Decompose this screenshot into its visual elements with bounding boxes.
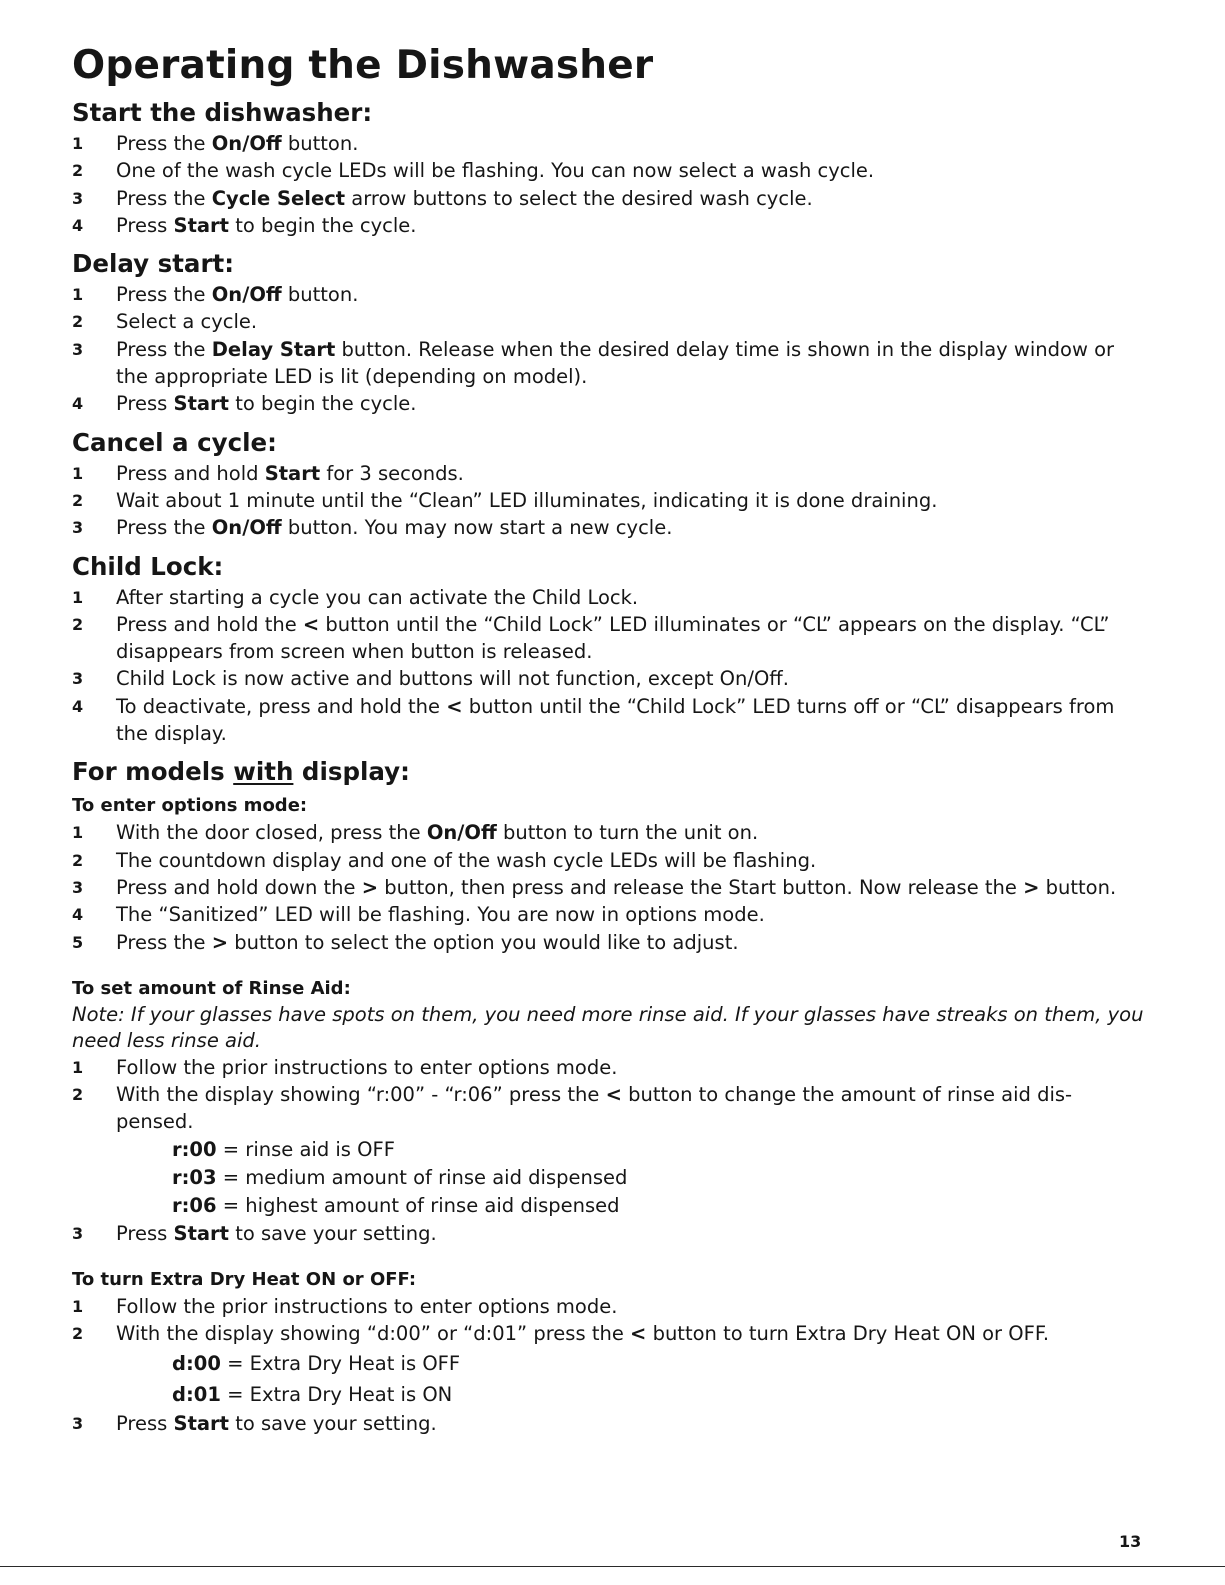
step-list xyxy=(72,1410,1152,1437)
step: 3 Child Lock is now active and buttons will not function, except On/Off. xyxy=(72,665,1152,692)
manual-page xyxy=(72,40,1152,1437)
less-than-symbol: < xyxy=(605,1083,622,1107)
step-number: 1 xyxy=(72,587,84,607)
subsection-heading: To enter options mode: xyxy=(72,795,308,817)
subsection-heading: To set amount of Rinse Aid: xyxy=(72,977,351,999)
step-number: 4 xyxy=(72,215,84,235)
step: 2 One of the wash cycle LEDs will be flashing. You can now select a wash cycle. xyxy=(72,157,1152,184)
less-than-symbol: < xyxy=(302,612,320,636)
bottom-rule xyxy=(0,1566,1225,1567)
setting-row: r:00 = rinse aid is OFF xyxy=(172,1137,395,1161)
step-number: 1 xyxy=(72,134,84,153)
page-number: 13 xyxy=(1119,1532,1142,1551)
greater-than-symbol: > xyxy=(211,930,229,954)
step: 2 Press and hold the < button until the “Child Lock” LED illuminates or “CL” appears on the display. “CL” disappears from screen when button is released. xyxy=(72,611,1152,666)
section-cancel xyxy=(72,426,1152,542)
subsection-options-mode xyxy=(72,793,1152,955)
step: 2 Wait about 1 minute until the “Clean” LED illuminates, indicating it is done draining. xyxy=(72,487,1152,514)
step-number: 1 xyxy=(72,823,84,843)
step-number: 2 xyxy=(72,1085,84,1105)
step-number: 1 xyxy=(72,1057,84,1077)
step: 4 To deactivate, press and hold the < button until the “Child Lock” LED turns off or “CL” disappears from the display. xyxy=(72,693,1152,748)
step: 3 Press the Delay Start button. Release when the desired delay time is shown in the display window or the appropriate LED is lit (depending on model). xyxy=(72,336,1152,391)
step-number: 1 xyxy=(72,285,84,305)
step: 4 Press Start to begin the cycle. xyxy=(72,390,1152,417)
step: 1 After starting a cycle you can activate the Child Lock. xyxy=(72,584,1152,611)
step-list xyxy=(72,460,1152,542)
greater-than-symbol: > xyxy=(361,875,379,899)
step-number: 3 xyxy=(72,339,84,359)
step: 1 With the door closed, press the On/Off button to turn the unit on. xyxy=(72,819,1152,846)
step: 1 Follow the prior instructions to enter options mode. xyxy=(72,1054,1152,1081)
step-list xyxy=(72,281,1152,417)
step: 1 Press the On/Off button. xyxy=(72,281,1152,308)
section-heading: For models with display: xyxy=(72,757,410,787)
step-number: 2 xyxy=(72,614,84,634)
step-number: 4 xyxy=(72,696,84,716)
step-list xyxy=(72,819,1152,955)
step: 2 With the display showing “d:00” or “d:01” press the < button to turn Extra Dry Heat ON or OFF. xyxy=(72,1320,1152,1347)
step-number: 2 xyxy=(72,312,84,332)
setting-row: d:01 = Extra Dry Heat is ON xyxy=(172,1382,453,1406)
step: 2 The countdown display and one of the wash cycle LEDs will be flashing. xyxy=(72,847,1152,874)
step-number: 4 xyxy=(72,905,84,925)
step: 1 Follow the prior instructions to enter options mode. xyxy=(72,1293,1152,1320)
subsection-rinse-aid xyxy=(72,976,1152,1247)
step: 3 Press Start to save your setting. xyxy=(72,1220,1152,1247)
step: 2 Select a cycle. xyxy=(72,308,1152,335)
page-title: Operating the Dishwasher xyxy=(72,43,654,88)
section-models-with-display xyxy=(72,755,1152,1437)
rinse-aid-settings xyxy=(172,1136,1152,1220)
step-list xyxy=(72,1054,1152,1136)
step-list xyxy=(72,1220,1152,1247)
extra-dry-settings xyxy=(172,1348,1152,1410)
rinse-aid-note: Note: If your glasses have spots on them, you need more rinse aid. If your glasses have streaks on them, you need less rinse aid. xyxy=(72,1002,1144,1052)
section-heading: Child Lock: xyxy=(72,551,224,581)
step: 3 Press the On/Off button. You may now start a new cycle. xyxy=(72,514,1152,541)
step: 5 Press the > button to select the option you would like to adjust. xyxy=(72,929,1152,956)
step-number: 3 xyxy=(72,669,84,689)
step-number: 2 xyxy=(72,850,84,870)
step-number: 3 xyxy=(72,518,84,538)
step: 3 Press and hold down the > button, then press and release the Start button. Now release the > button. xyxy=(72,874,1152,901)
setting-row: r:06 = highest amount of rinse aid dispensed xyxy=(172,1193,620,1217)
step-number: 1 xyxy=(72,463,84,483)
subsection-heading: To turn Extra Dry Heat ON or OFF: xyxy=(72,1269,417,1291)
step-list xyxy=(72,584,1152,748)
step-number: 3 xyxy=(72,877,84,897)
step-number: 2 xyxy=(72,490,84,510)
step: 3 Press Start to save your setting. xyxy=(72,1410,1152,1437)
less-than-symbol: < xyxy=(446,694,463,718)
subsection-extra-dry xyxy=(72,1267,1152,1437)
section-heading: Start the dishwasher: xyxy=(72,98,373,127)
section-start xyxy=(72,96,1152,239)
setting-row: r:03 = medium amount of rinse aid dispensed xyxy=(172,1165,628,1189)
less-than-symbol: < xyxy=(630,1322,647,1346)
step: 1 Press the On/Off button. xyxy=(72,130,1152,157)
step-number: 5 xyxy=(72,932,84,952)
step-number: 2 xyxy=(72,161,84,181)
step: 3 Press the Cycle Select arrow buttons to select the desired wash cycle. xyxy=(72,185,1152,212)
step-list xyxy=(72,130,1152,239)
setting-row: d:00 = Extra Dry Heat is OFF xyxy=(172,1351,461,1375)
section-child-lock xyxy=(72,550,1152,748)
step-list xyxy=(72,1293,1152,1348)
step: 1 Press and hold Start for 3 seconds. xyxy=(72,460,1152,487)
step-number: 4 xyxy=(72,394,84,414)
step-number: 3 xyxy=(72,1223,84,1243)
step-number: 2 xyxy=(72,1324,84,1344)
section-heading: Cancel a cycle: xyxy=(72,427,277,457)
step-number: 3 xyxy=(72,188,84,208)
step-number: 1 xyxy=(72,1297,84,1317)
section-delay-start xyxy=(72,247,1152,417)
step: 4 Press Start to begin the cycle. xyxy=(72,212,1152,239)
step: 2 With the display showing “r:00” - “r:06” press the < button to change the amount of rinse aid dis- pensed. xyxy=(72,1081,1152,1136)
step-number: 3 xyxy=(72,1413,84,1433)
section-heading: Delay start: xyxy=(72,249,235,279)
step: 4 The “Sanitized” LED will be flashing. You are now in options mode. xyxy=(72,901,1152,928)
greater-than-symbol: > xyxy=(1023,875,1040,899)
